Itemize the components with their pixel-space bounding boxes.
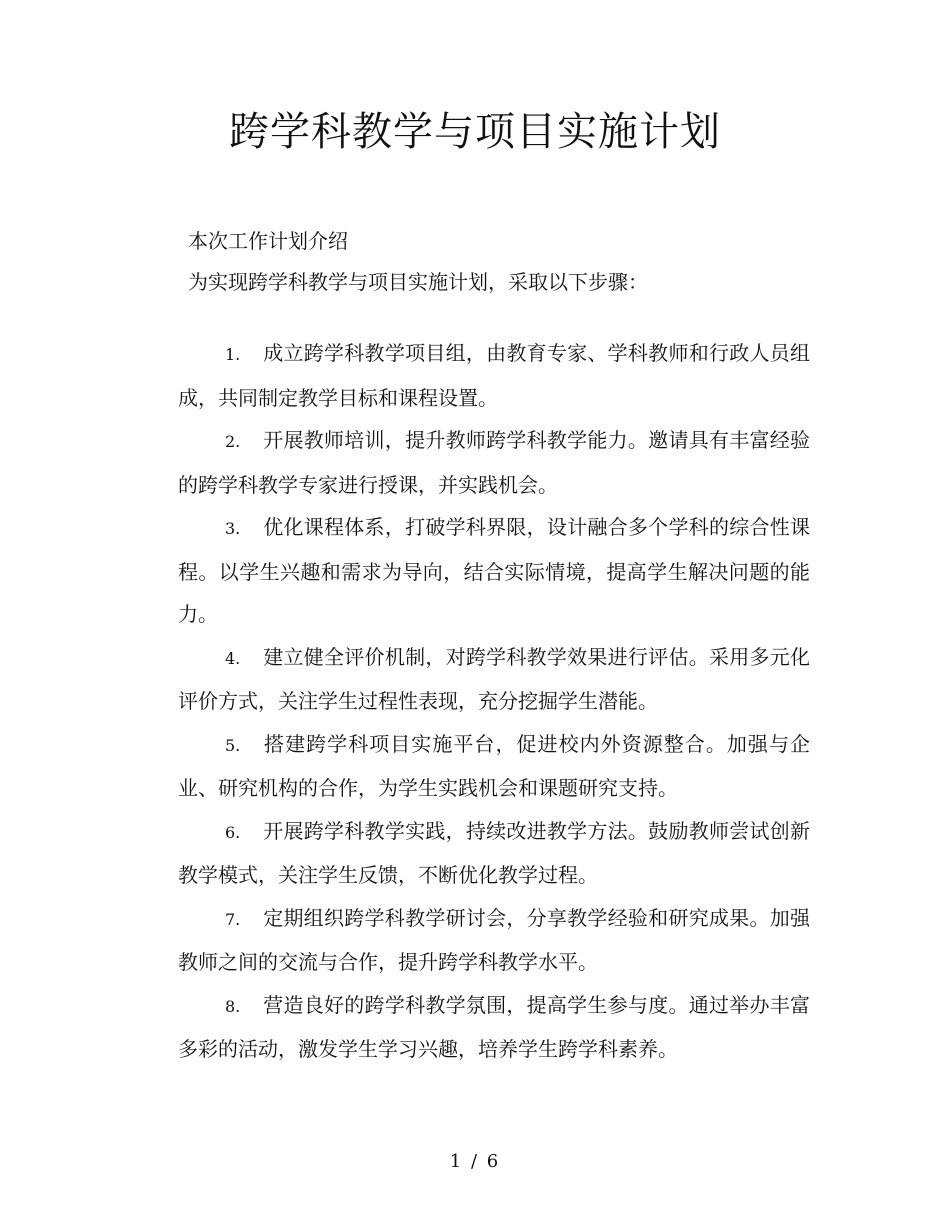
step-number: 5. xyxy=(225,735,241,755)
intro-text: 为实现跨学科教学与项目实施计划，采取以下步骤： xyxy=(188,270,648,294)
step-number: 6. xyxy=(225,822,241,842)
step-number: 3. xyxy=(225,519,241,538)
list-item xyxy=(178,897,810,984)
step-number: 1. xyxy=(225,345,241,364)
list-item xyxy=(178,984,810,1071)
list-item xyxy=(178,506,810,636)
step-text: 定期组织跨学科教学研讨会，分享教学经验和研究成果。加强教师之间的交流与合作，提升跨学科教学水平。 xyxy=(178,905,810,974)
step-text: 搭建跨学科项目实施平台，促进校内外资源整合。加强与企业、研究机构的合作，为学生实践机会和课题研究支持。 xyxy=(178,731,810,800)
list-item xyxy=(178,419,810,506)
step-number: 7. xyxy=(225,909,241,929)
list-item xyxy=(178,810,810,897)
step-text: 开展教师培训，提升教师跨学科教学能力。邀请具有丰富经验的跨学科教学专家进行授课，并实践机会。 xyxy=(178,428,810,497)
step-text: 营造良好的跨学科教学氛围，提高学生参与度。通过举办丰富多彩的活动，激发学生学习兴趣，培养学生跨学科素养。 xyxy=(178,992,810,1061)
step-text: 建立健全评价机制，对跨学科教学效果进行评估。采用多元化评价方式，关注学生过程性表现，充分挖掘学生潜能。 xyxy=(178,644,810,713)
document-title: 跨学科教学与项目实施计划 xyxy=(229,109,721,155)
list-item xyxy=(178,332,810,419)
list-item xyxy=(178,636,810,723)
intro-heading: 本次工作计划介绍 xyxy=(188,229,348,253)
list-item xyxy=(178,723,810,810)
steps-list xyxy=(178,332,810,1071)
step-number: 4. xyxy=(225,648,241,668)
step-number: 2. xyxy=(225,432,241,451)
page-indicator: 1 / 6 xyxy=(449,1151,501,1172)
step-text: 优化课程体系，打破学科界限，设计融合多个学科的综合性课程。以学生兴趣和需求为导向，结合实际情境，提高学生解决问题的能力。 xyxy=(178,515,810,626)
step-text: 成立跨学科教学项目组，由教育专家、学科教师和行政人员组成，共同制定教学目标和课程设置。 xyxy=(178,341,810,410)
step-text: 开展跨学科教学实践，持续改进教学方法。鼓励教师尝试创新教学模式，关注学生反馈，不断优化教学过程。 xyxy=(178,818,810,887)
step-number: 8. xyxy=(225,996,241,1016)
